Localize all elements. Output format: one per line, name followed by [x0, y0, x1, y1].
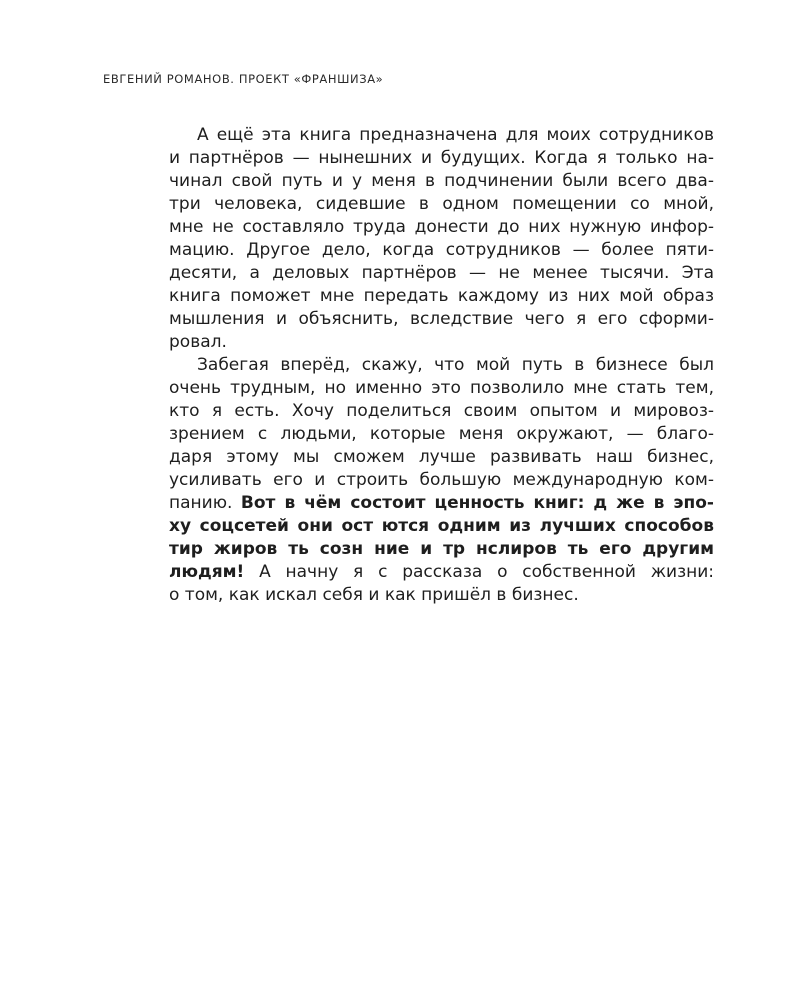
running-header: ЕВГЕНИЙ РОМАНОВ. ПРОЕКТ «ФРАНШИЗА»	[103, 72, 384, 86]
text-line-mixed	[169, 561, 714, 584]
text-line: мне не составляло труда донести до них нужную инфор-	[169, 217, 714, 237]
text-line: Забегая вперёд, скажу, что мой путь в бизнесе был	[197, 355, 714, 375]
text-line: книга поможет мне передать каждому из них мой образ	[169, 286, 714, 306]
text-line-bold	[169, 538, 714, 561]
text-line: мышления и объяснить, вследствие чего я его сформи-	[169, 309, 714, 329]
bold-text: ху соцсетей они ост ются одним из лучших способов	[169, 516, 714, 536]
text-line: о том, как искал себя и как пришёл в бизнес.	[169, 585, 579, 605]
text-line-bold	[169, 515, 714, 538]
bold-text: Вот в чём состоит ценность книг: д же в эпо-	[240, 493, 714, 513]
text-line: очень трудным, но именно это позволило мне стать тем,	[169, 378, 714, 398]
text-line: даря этому мы сможем лучше развивать наш бизнес,	[169, 447, 714, 467]
text-line: усиливать его и строить большую международную ком-	[169, 470, 714, 490]
text-line: мацию. Другое дело, когда сотрудников — более пяти-	[169, 240, 714, 260]
bold-text: людям!	[169, 562, 245, 582]
text-line: ровал.	[169, 332, 227, 352]
text-line: А ещё эта книга предназначена для моих сотрудников	[197, 125, 714, 145]
text-line: чинал свой путь и у меня в подчинении были всего два-	[169, 171, 714, 191]
plain-text: панию.	[169, 493, 241, 513]
text-line: и партнёров — нынешних и будущих. Когда я только на-	[169, 148, 714, 168]
text-line: зрением с людьми, которые меня окружают, — благо-	[169, 424, 714, 444]
text-line: десяти, а деловых партнёров — не менее тысячи. Эта	[169, 263, 714, 283]
paragraph-1	[169, 124, 714, 354]
text-line: три человека, сидевшие в одном помещении со мной,	[169, 194, 714, 214]
bold-text: тир жиров ть созн ние и тр нслиров ть его другим	[169, 539, 714, 559]
paragraph-2	[169, 354, 714, 607]
text-line-mixed	[169, 492, 714, 515]
page-body	[169, 124, 714, 607]
plain-text: А начну я с рассказа о собственной жизни:	[244, 562, 714, 582]
text-line: кто я есть. Хочу поделиться своим опытом и мировоз-	[169, 401, 714, 421]
